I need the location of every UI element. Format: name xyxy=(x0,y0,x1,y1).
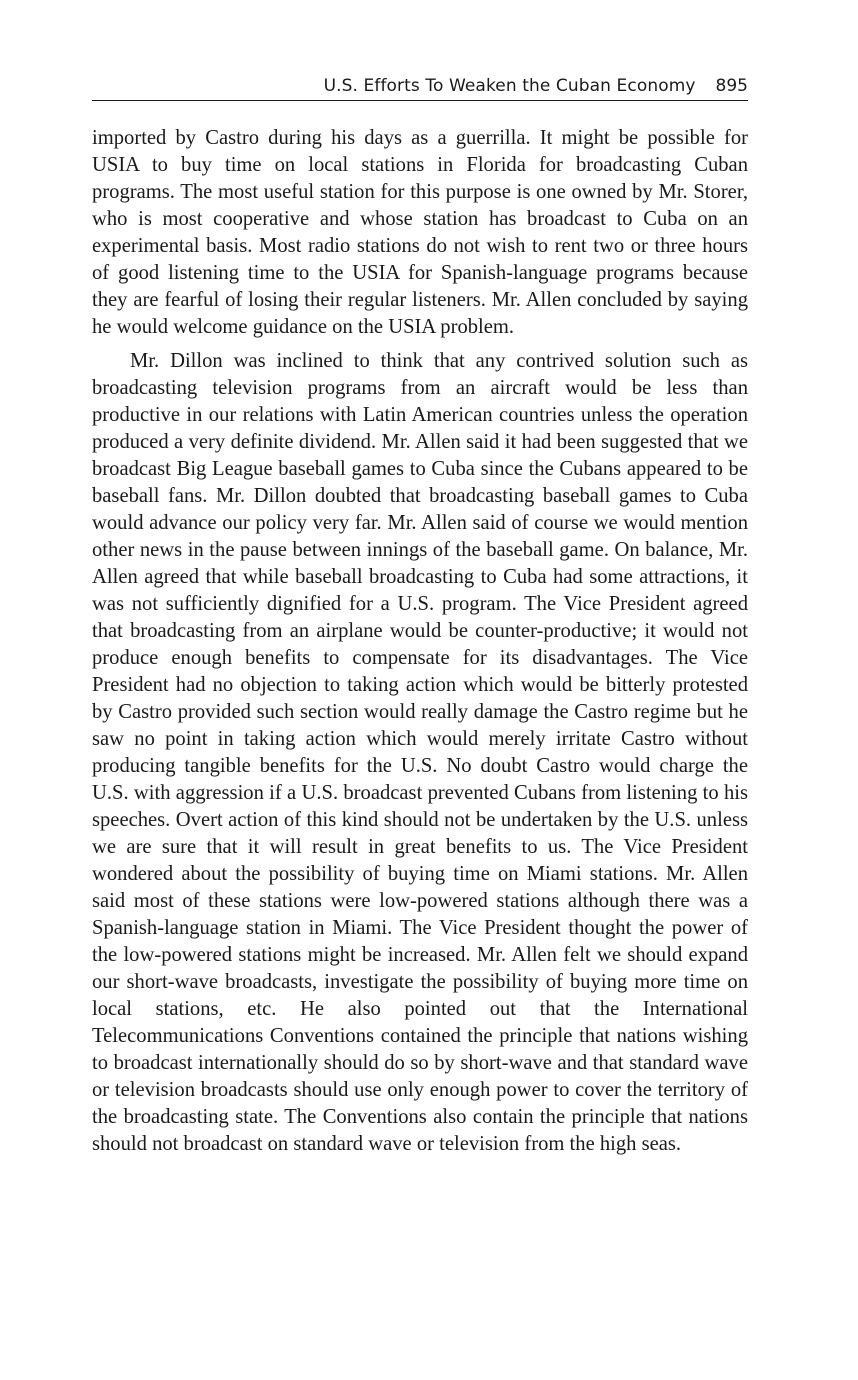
running-header xyxy=(92,74,748,101)
paragraph-continuation: imported by Castro during his days as a guerrilla. It might be possible for USIA to buy time on local stations in Florida for broadcasting Cuban programs. The most useful station for this purpose is one owned by Mr. Storer, who is most cooperative and whose station has broadcast to Cuba on an experimental basis. Most radio stations do not wish to rent two or three hours of good listening time to the USIA for Spanish-language programs because they are fearful of losing their regular listeners. Mr. Allen concluded by saying he would welcome guidance on the USIA problem. xyxy=(92,127,748,338)
page-number: 895 xyxy=(715,76,748,96)
body-text xyxy=(92,125,748,1158)
paragraph-dillon-discussion: Mr. Dillon was inclined to think that any contrived solution such as broadcasting television programs from an aircraft would be less than productive in our relations with Latin American countries unless the operation produced a very definite dividend. Mr. Allen said it had been suggested that we broadcast Big League baseball games to Cuba since the Cubans appeared to be baseball fans. Mr. Dillon doubted that broadcasting baseball games to Cuba would advance our policy very far. Mr. Allen said of course we would mention other news in the pause between innings of the baseball game. On balance, Mr. Allen agreed that while baseball broadcasting to Cuba had some attractions, it was not sufficiently dignified for a U.S. program. The Vice President agreed that broadcasting from an airplane would be counter-productive; it would not produce enough benefits to compensate for its disadvantages. The Vice President had no objection to taking action which would be bitterly protested by Castro provided such section would really damage the Castro regime but he saw no point in taking action which would merely irritate Castro without producing tangible benefits for the U.S. No doubt Castro would charge the U.S. with aggression if a U.S. broadcast prevented Cubans from listening to his speeches. Overt action of this kind should not be undertaken by the U.S. unless we are sure that it will result in great benefits to us. The Vice President wondered about the possibility of buying time on Miami stations. Mr. Allen said most of these stations were low-powered stations although there was a Spanish-language station in Miami. The Vice President thought the power of the low-powered stations might be increased. Mr. Allen felt we should expand our short-wave broadcasts, investigate the possibility of buying more time on local stations, etc. He also pointed out that the International Telecommunications Conventions contained the principle that nations wishing to broadcast internationally should do so by short-wave and that standard wave or television broadcasts should use only enough power to cover the territory of the broadcasting state. The Conventions also contain the principle that nations should not broadcast on standard wave or television from the high seas. xyxy=(92,350,748,1155)
document-page xyxy=(92,74,748,1158)
running-title: U.S. Efforts To Weaken the Cuban Economy xyxy=(323,76,696,96)
